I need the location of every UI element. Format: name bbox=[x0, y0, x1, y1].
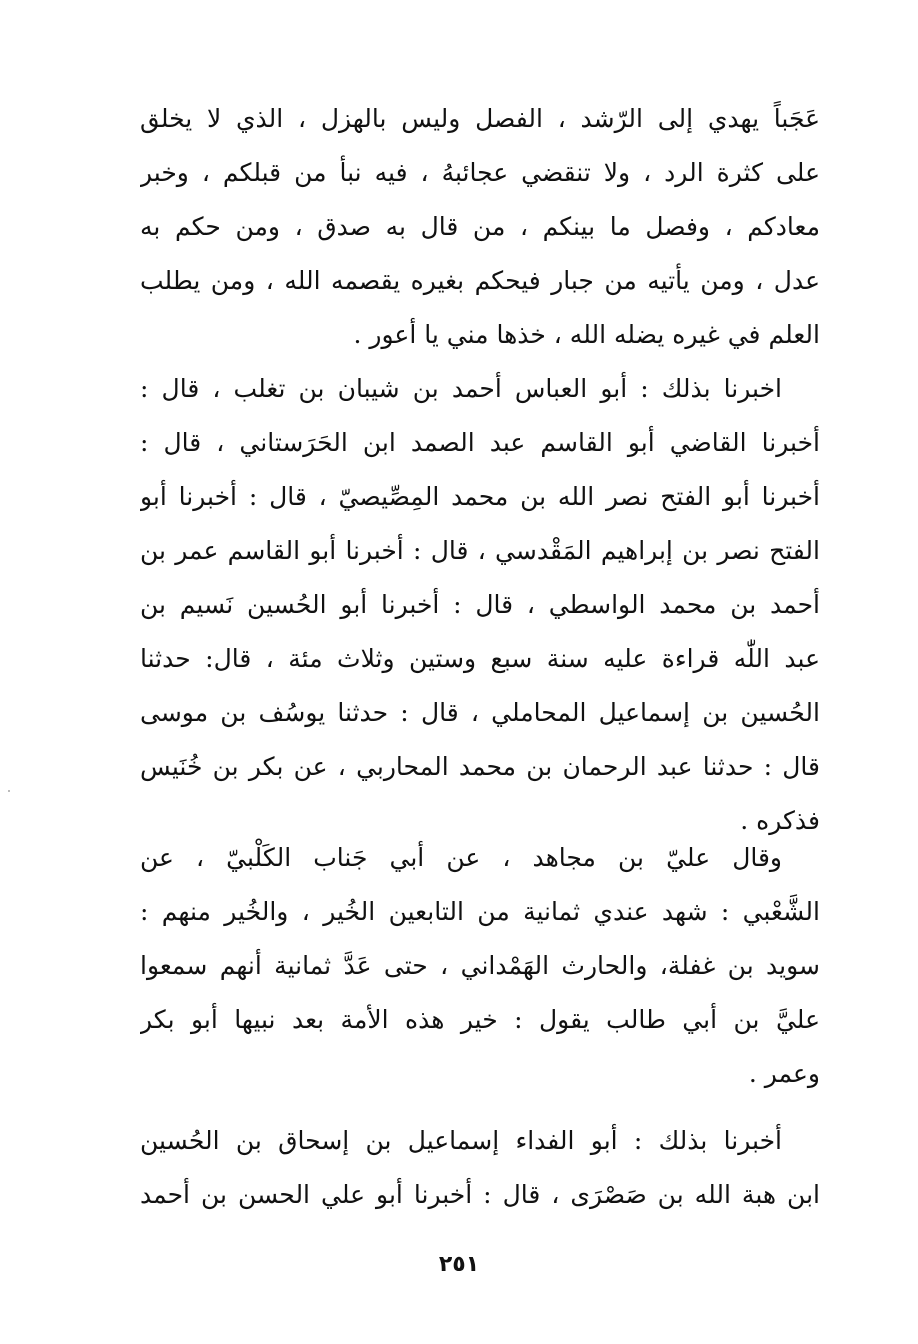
text-line: عبد اللّٰه قراءة عليه سنة سبع وستين وثلاث مئة ، قال: حدثنا bbox=[140, 644, 820, 673]
text-line: عليَّ بن أبي طالب يقول : خير هذه الأمة بعد نبيها أبو بكر bbox=[140, 1005, 820, 1034]
text-line: العلم في غيره يضله الله ، خذها مني يا أعور . bbox=[353, 320, 820, 349]
text-line: عدل ، ومن يأتيه من جبار فيحكم بغيره يقصمه الله ، ومن يطلب bbox=[140, 266, 820, 295]
text-line: أخبرنا القاضي أبو القاسم عبد الصمد ابن الحَرَستاني ، قال : bbox=[140, 428, 820, 457]
text-line: على كثرة الرد ، ولا تنقضي عجائبهُ ، فيه نبأ من قبلكم ، وخبر bbox=[140, 158, 820, 187]
text-line: قال : حدثنا عبد الرحمان بن محمد المحاربي ، عن بكر بن خُنَيس bbox=[140, 752, 820, 781]
text-line: الشَّعْبي : شهد عندي ثمانية من التابعين الخُير ، والخُير منهم : bbox=[140, 897, 820, 926]
text-line: سويد بن غفلة، والحارث الهَمْداني ، حتى عَدَّ ثمانية أنهم سمعوا bbox=[140, 951, 820, 980]
paragraph-1 bbox=[140, 92, 820, 362]
text-line: أحمد بن محمد الواسطي ، قال : أخبرنا أبو الحُسين نَسيم بن bbox=[140, 590, 820, 619]
text-line: وقال عليّ بن مجاهد ، عن أبي جَناب الكَلْبيّ ، عن bbox=[140, 843, 782, 872]
text-line: معادكم ، وفصل ما بينكم ، من قال به صدق ، ومن حكم به bbox=[140, 212, 820, 241]
text-line: فذكره . bbox=[740, 806, 820, 835]
text-line: الحُسين بن إسماعيل المحاملي ، قال : حدثنا يوسُف بن موسى bbox=[140, 698, 820, 727]
text-line: اخبرنا بذلك : أبو العباس أحمد بن شيبان بن تغلب ، قال : bbox=[140, 374, 782, 403]
paragraph-4 bbox=[140, 1114, 820, 1222]
text-line: الفتح نصر بن إبراهيم المَقْدسي ، قال : أخبرنا أبو القاسم عمر بن bbox=[140, 536, 820, 565]
text-line: وعمر . bbox=[748, 1059, 820, 1088]
text-line: عَجَباً يهدي إلى الرّشد ، الفصل وليس بالهزل ، الذي لا يخلق bbox=[140, 104, 820, 133]
text-line: أخبرنا أبو الفتح نصر الله بن محمد المِصِّيصيّ ، قال : أخبرنا أبو bbox=[140, 482, 820, 511]
paragraph-3 bbox=[140, 831, 820, 1101]
page-number: ٢٥١ bbox=[438, 1252, 480, 1277]
text-line: أخبرنا بذلك : أبو الفداء إسماعيل بن إسحاق بن الحُسين bbox=[140, 1126, 782, 1155]
paragraph-2 bbox=[140, 362, 820, 848]
text-line: ابن هبة الله بن صَصْرَى ، قال : أخبرنا أبو علي الحسن بن أحمد bbox=[140, 1180, 820, 1209]
scan-speck bbox=[8, 790, 10, 792]
